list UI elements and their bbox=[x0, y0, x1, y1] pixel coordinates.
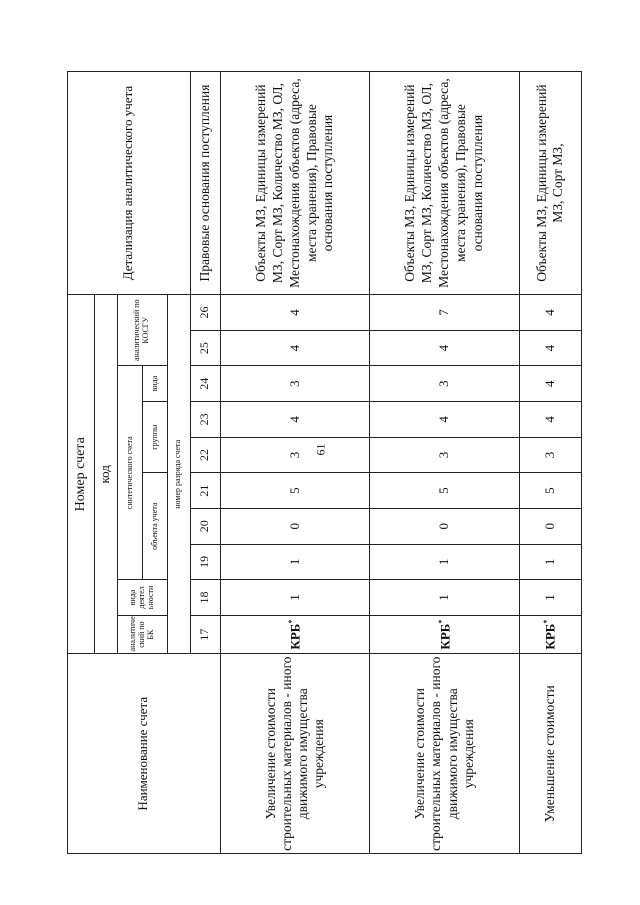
digit-value: 5 bbox=[220, 473, 370, 509]
table-row bbox=[370, 72, 520, 854]
header-digit-number: номер разряда счета bbox=[167, 295, 190, 654]
digit-cell: 25 bbox=[190, 330, 220, 366]
digit-value: 4 bbox=[220, 402, 370, 438]
row-account-name: Увеличение стоимости строительных материалов - иного движимого имущества учреждения bbox=[220, 654, 370, 854]
digit-cell: 19 bbox=[190, 544, 220, 580]
digit-value: 0 bbox=[370, 508, 520, 544]
digit-value: 1 bbox=[370, 544, 520, 580]
digit-cell: 20 bbox=[190, 508, 220, 544]
digit-value: 1 bbox=[519, 544, 581, 580]
header-analytic-kosgu: аналитический по КОСГУ bbox=[117, 295, 167, 366]
krb-cell: КРБ* bbox=[220, 615, 370, 654]
digit-value: 4 bbox=[519, 295, 581, 331]
digit-value: 1 bbox=[519, 580, 581, 616]
row-detail-top: Правовые основания поступления bbox=[190, 72, 220, 295]
row-detail: Объекты МЗ, Единицы измерений МЗ, Сорт МЗ, Количество МЗ, ОЛ, Местонахождения объектов (адреса, места хранения), Правовые основания поступления bbox=[370, 72, 520, 295]
table-row bbox=[220, 72, 370, 854]
digit-value: 4 bbox=[220, 330, 370, 366]
header-analytic-bk: аналитиче ский по БК bbox=[117, 615, 167, 654]
digit-value: 4 bbox=[220, 295, 370, 331]
page-number: 61 bbox=[313, 443, 328, 456]
header-synthetic: синтетического счета bbox=[117, 366, 142, 580]
krb-cell: КРБ* bbox=[519, 615, 581, 654]
digit-value: 4 bbox=[519, 366, 581, 402]
rotated-table-wrapper bbox=[67, 71, 582, 854]
digit-value: 5 bbox=[519, 473, 581, 509]
row-account-name: Уменьшение стоимости bbox=[519, 654, 581, 854]
digit-cell: 21 bbox=[190, 473, 220, 509]
krb-cell: КРБ* bbox=[370, 615, 520, 654]
digit-value: 3 bbox=[370, 437, 520, 473]
digit-value: 4 bbox=[519, 402, 581, 438]
digit-value: 4 bbox=[370, 330, 520, 366]
row-account-name: Увеличение стоимости строительных материалов - иного движимого имущества учреждения bbox=[370, 654, 520, 854]
digit-cell: 23 bbox=[190, 402, 220, 438]
digit-cell: 24 bbox=[190, 366, 220, 402]
digit-value: 1 bbox=[220, 544, 370, 580]
digit-value: 0 bbox=[519, 508, 581, 544]
header-group: группы bbox=[143, 402, 167, 473]
digit-value: 3 bbox=[220, 366, 370, 402]
digit-value: 0 bbox=[220, 508, 370, 544]
row-detail: Объекты МЗ, Единицы измерений МЗ, Сорт МЗ, Количество МЗ, ОЛ, Местонахождения объектов (адреса, места хранения), Правовые основания поступления bbox=[220, 72, 370, 295]
digit-value: 1 bbox=[220, 580, 370, 616]
table-row bbox=[519, 72, 581, 854]
header-account-number: Номер счета bbox=[68, 295, 95, 654]
digit-value: 4 bbox=[370, 402, 520, 438]
digit-cell: 26 bbox=[190, 295, 220, 331]
row-detail: Объекты МЗ, Единицы измерений МЗ, Сорт МЗ, bbox=[519, 72, 581, 295]
digit-value: 1 bbox=[370, 580, 520, 616]
digit-cell: 18 bbox=[190, 580, 220, 616]
digit-value: 4 bbox=[519, 330, 581, 366]
header-kind: вида bbox=[143, 366, 167, 402]
digit-value: 3 bbox=[370, 366, 520, 402]
digit-cell: 22 bbox=[190, 437, 220, 473]
header-accounting-object: объекта учета bbox=[143, 473, 167, 580]
header-activity-type: вида деятел ьности bbox=[117, 580, 167, 616]
digit-value: 5 bbox=[370, 473, 520, 509]
digit-value: 3 bbox=[519, 437, 581, 473]
digit-cell: 17 bbox=[190, 615, 220, 654]
digit-value: 3 bbox=[220, 437, 370, 473]
header-code: код bbox=[94, 295, 117, 654]
header-analytic-detail: Детализация аналитического учета bbox=[68, 72, 191, 295]
digit-value: 7 bbox=[370, 295, 520, 331]
header-account-name: Наименование счета bbox=[68, 654, 221, 854]
accounts-table bbox=[67, 71, 582, 854]
